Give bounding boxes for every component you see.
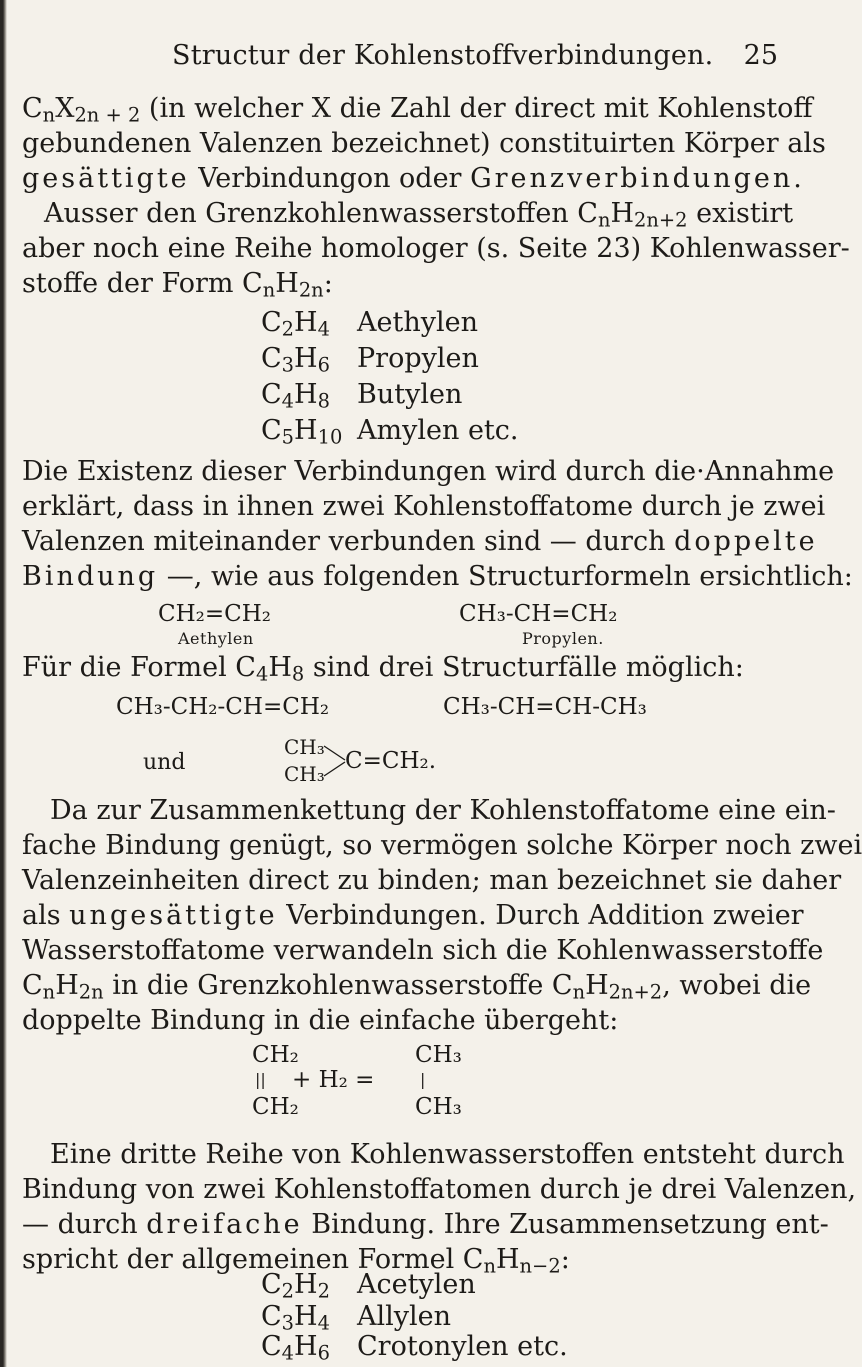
- text-line: Bindung —, wie aus folgenden Structurformeln ersichtlich:: [22, 561, 853, 592]
- text-line: Da zur Zusammenkettung der Kohlenstoffatome eine ein-: [50, 795, 836, 826]
- double-bond-mark: ||: [255, 1070, 266, 1089]
- structural-formula-butylene-2: CH₃-CH=CH-CH₃: [443, 694, 647, 720]
- text-line: gesättigte Verbindungon oder Grenzverbindungen.: [22, 163, 802, 194]
- formula-bottom-right: CH₃: [415, 1094, 462, 1120]
- text-line: $C_nH_{2n}$ in die Grenzkohlenwasserstoffe $C_nH_{2n+2}$, wobei die: [22, 970, 812, 1004]
- page-number: 25: [743, 40, 778, 71]
- emphasis-text: gesättigte: [22, 163, 190, 194]
- formula-branch-bottom: CH₃: [284, 762, 325, 786]
- text-line: aber noch eine Reihe homologer (s. Seite 23) Kohlenwasser-: [22, 233, 850, 264]
- text-line: gebundenen Valenzen bezeichnet) constituirten Körper als: [22, 128, 826, 159]
- running-header: [22, 40, 778, 80]
- text-line: Eine dritte Reihe von Kohlenwasserstoffen entsteht durch: [50, 1139, 845, 1170]
- running-title: Structur der Kohlenstoffverbindungen.: [172, 40, 714, 71]
- formula-list-item: $C_2H_4$ Aethylen: [261, 307, 478, 341]
- structural-formula-propylene: CH₃-CH=CH₂: [459, 601, 618, 627]
- emphasis-text: dreifache: [146, 1209, 303, 1240]
- formula-caption: Propylen.: [522, 629, 604, 648]
- text-line: stoffe der Form $C_nH_{2n}$:: [22, 268, 333, 302]
- formula-list-item: $C_3H_6$ Propylen: [261, 343, 479, 377]
- text-line: Ausser den Grenzkohlenwasserstoffen $C_nH_{2n+2}$ existirt: [44, 198, 794, 232]
- text-line: Valenzen miteinander verbunden sind — durch doppelte: [22, 526, 818, 557]
- text-line: erklärt, dass in ihnen zwei Kohlenstoffatome durch je zwei: [22, 491, 826, 522]
- text-line: Wasserstoffatome verwandeln sich die Kohlenwasserstoffe: [22, 935, 824, 966]
- formula-list-item: $C_3H_4$ Allylen: [261, 1301, 452, 1335]
- emphasis-text: doppelte: [674, 526, 818, 557]
- page-binding-edge: [0, 0, 7, 1367]
- structural-formula-butylene-1: CH₃-CH₂-CH=CH₂: [116, 694, 330, 720]
- formula-caption: Aethylen: [178, 629, 254, 648]
- formula-list-item: $C_2H_2$ Acetylen: [261, 1269, 476, 1303]
- text-line: fache Bindung genügt, so vermögen solche Körper noch zwei: [22, 830, 862, 861]
- formula-branch-top: CH₃: [284, 735, 325, 759]
- text-line: als ungesättigte Verbindungen. Durch Addition zweier: [22, 900, 804, 931]
- formula-top-left: CH₂: [252, 1042, 299, 1068]
- text-line: spricht der allgemeinen Formel $C_nH_{n-2}$:: [22, 1244, 570, 1278]
- text-line: $C_nX_{2n + 2}$ (in welcher X die Zahl der direct mit Kohlenstoff: [22, 93, 813, 127]
- formula-list-item: $C_5H_{10}$ Amylen etc.: [261, 415, 519, 449]
- text-line: — durch dreifache Bindung. Ihre Zusammensetzung ent-: [22, 1209, 829, 1240]
- text-line: Valenzeinheiten direct zu binden; man bezeichnet sie daher: [22, 865, 842, 896]
- formula-top-right: CH₃: [415, 1042, 462, 1068]
- text-line: doppelte Bindung in die einfache übergeht:: [22, 1005, 619, 1036]
- formula-bottom-left: CH₂: [252, 1094, 299, 1120]
- addition-equation: + H₂ =: [292, 1067, 375, 1093]
- text-line: Für die Formel $C_4H_8$ sind drei Structurfälle möglich:: [22, 652, 744, 686]
- emphasis-text: Bindung: [22, 561, 159, 592]
- formula-list-item: $C_4H_8$ Butylen: [261, 379, 463, 413]
- conjunction-text: und: [143, 750, 186, 775]
- emphasis-text: Grenzverbindungen: [470, 163, 794, 194]
- structural-formula-isobutylene: C=CH₂.: [345, 748, 437, 774]
- text-line: Bindung von zwei Kohlenstoffatomen durch je drei Valenzen,: [22, 1174, 857, 1205]
- single-bond-mark: |: [420, 1070, 426, 1089]
- formula-list-item: $C_4H_6$ Crotonylen etc.: [261, 1331, 568, 1365]
- text-line: Die Existenz dieser Verbindungen wird durch die·Annahme: [22, 456, 835, 487]
- emphasis-text: ungesättigte: [69, 900, 278, 931]
- structural-formula-ethylene: CH₂=CH₂: [158, 601, 272, 627]
